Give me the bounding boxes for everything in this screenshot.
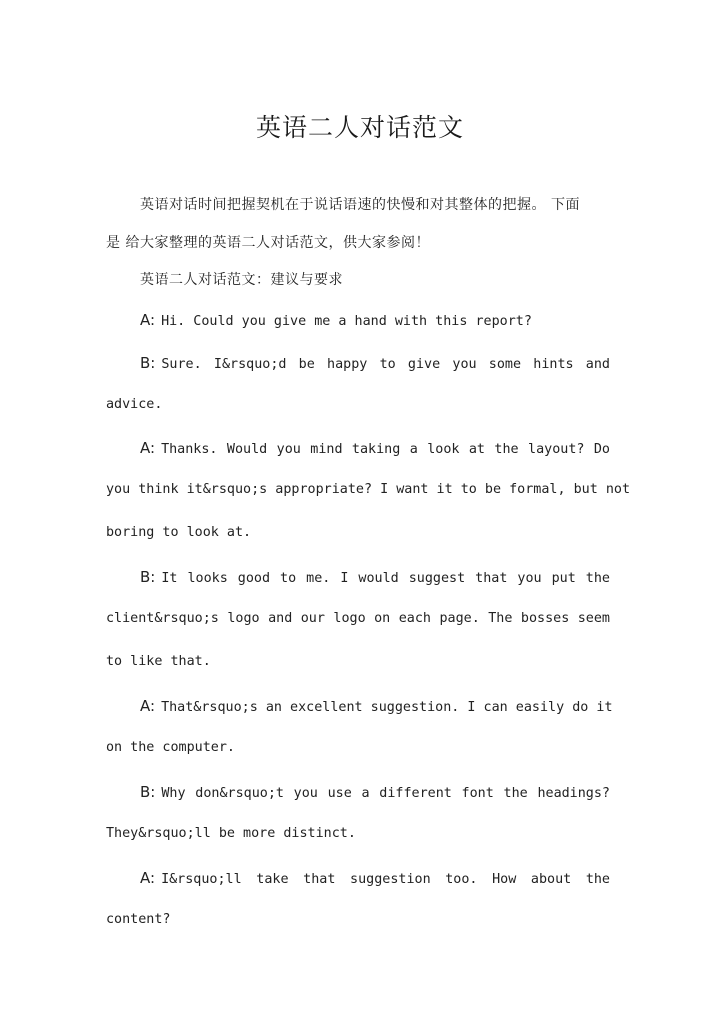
speaker-label: A:: [140, 697, 156, 715]
speaker-label: A:: [140, 869, 156, 887]
dialogue-continuation: content?: [106, 912, 171, 927]
dialogue-text: Hi. Could you give me a hand with this report?: [161, 314, 532, 329]
speaker-label: B:: [140, 354, 156, 372]
section-heading: 英语二人对话范文：建议与要求: [140, 272, 343, 288]
dialogue-line: [140, 783, 610, 801]
dialogue-continuation: advice.: [106, 397, 163, 412]
dialogue-line: [140, 311, 610, 329]
dialogue-text: I&rsquo;ll take that suggestion too. How about the: [161, 872, 610, 887]
dialogue-continuation: to like that.: [106, 654, 211, 669]
dialogue-text: Sure. I&rsquo;d be happy to give you some hints and: [161, 357, 610, 372]
document-title: 英语二人对话范文: [255, 113, 464, 142]
dialogue-continuation: boring to look at.: [106, 525, 252, 540]
dialogue-continuation: client&rsquo;s logo and our logo on each page. The bosses seem: [106, 611, 610, 626]
dialogue-text: That&rsquo;s an excellent suggestion. I can easily do it: [161, 700, 613, 715]
dialogue-line: [140, 869, 610, 887]
dialogue-line: [140, 439, 610, 457]
intro-line-1: 英语对话时间把握契机在于说话语速的快慢和对其整体的把握。 下面: [140, 197, 580, 213]
dialogue-text: Why don&rsquo;t you use a different font the headings?: [161, 786, 610, 801]
speaker-label: A:: [140, 311, 156, 329]
dialogue-line: [140, 568, 610, 586]
speaker-label: B:: [140, 783, 156, 801]
dialogue-text: It looks good to me. I would suggest that you put the: [161, 571, 610, 586]
dialogue-line: [140, 697, 613, 715]
intro-line-2: 是 给大家整理的英语二人对话范文，供大家参阅！: [106, 235, 430, 251]
speaker-label: B:: [140, 568, 156, 586]
dialogue-line: [140, 354, 610, 372]
dialogue-text: Thanks. Would you mind taking a look at the layout? Do: [161, 442, 610, 457]
dialogue-continuation: you think it&rsquo;s appropriate? I want it to be formal, but not: [106, 482, 631, 497]
dialogue-continuation: on the computer.: [106, 740, 235, 755]
dialogue-continuation: They&rsquo;ll be more distinct.: [106, 826, 356, 841]
speaker-label: A:: [140, 439, 156, 457]
